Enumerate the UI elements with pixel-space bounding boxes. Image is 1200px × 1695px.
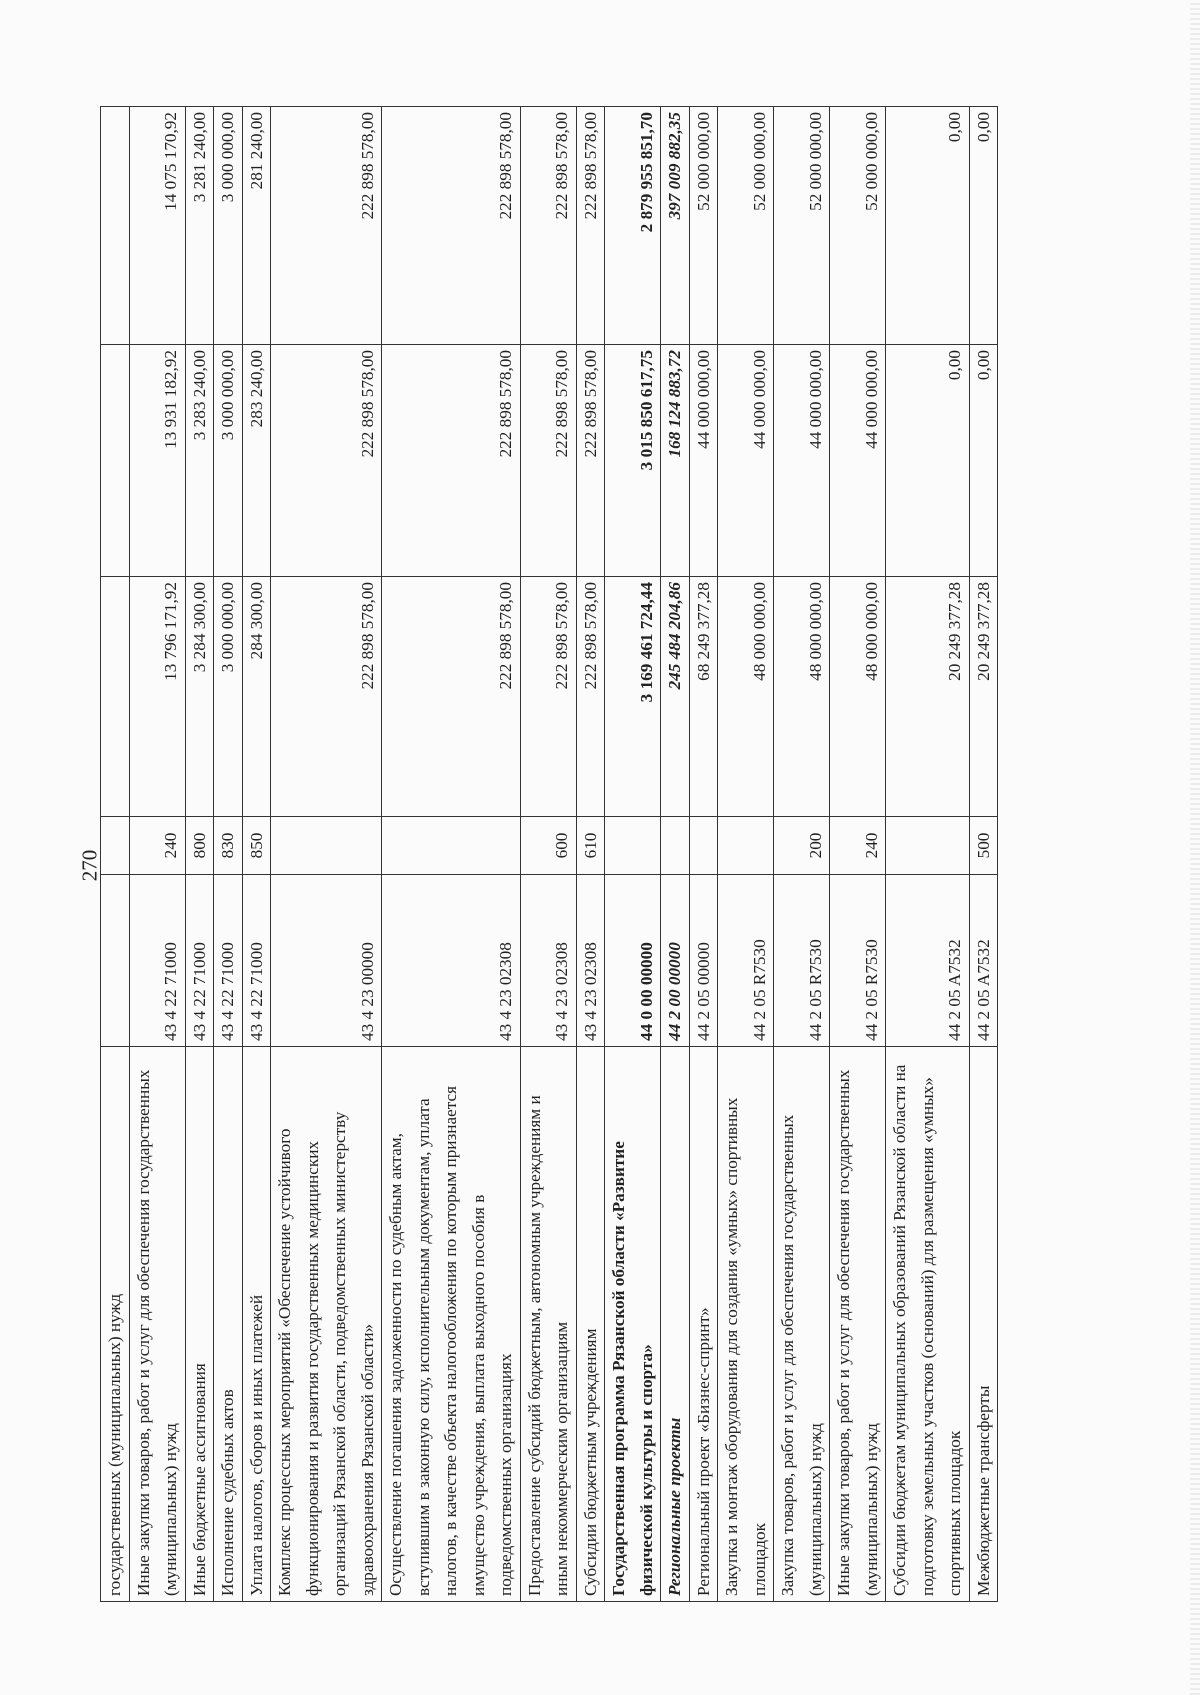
row-value-year2 xyxy=(101,345,130,577)
row-value-year3: 52 000 000,00 xyxy=(830,107,886,345)
row-name: Субсидии бюджетам муниципальных образований Рязанской области на подготовку земельных участков (оснований) для размещения «умных» спортивных площадок xyxy=(886,1047,970,1602)
row-code: 43 4 23 02308 xyxy=(382,875,521,1047)
row-expense-type: 240 xyxy=(129,817,185,875)
row-value-year2: 222 898 578,00 xyxy=(576,345,605,577)
table-row xyxy=(242,107,271,1602)
row-value-year2: 3 015 850 617,75 xyxy=(605,345,661,577)
row-name: Закупка и монтаж оборудования для создания «умных» спортивных площадок xyxy=(718,1047,774,1602)
row-name: Субсидии бюджетным учреждениям xyxy=(576,1047,605,1602)
row-code: 44 2 05 R7530 xyxy=(830,875,886,1047)
row-expense-type xyxy=(101,817,130,875)
table-row xyxy=(520,107,576,1602)
row-code: 44 2 00 00000 xyxy=(661,875,690,1047)
row-value-year1: 20 249 377,28 xyxy=(886,577,970,817)
table-row xyxy=(718,107,774,1602)
row-value-year2: 222 898 578,00 xyxy=(382,345,521,577)
table-row xyxy=(185,107,214,1602)
row-code: 44 2 05 A7532 xyxy=(886,875,970,1047)
table-row xyxy=(689,107,718,1602)
row-name: Иные закупки товаров, работ и услуг для обеспечения государственных (муниципальных) нужд xyxy=(129,1047,185,1602)
row-name: Предоставление субсидий бюджетным, автономным учреждениям и иным некоммерческим организациям xyxy=(520,1047,576,1602)
row-expense-type: 850 xyxy=(242,817,271,875)
row-value-year3: 52 000 000,00 xyxy=(718,107,774,345)
row-value-year2: 44 000 000,00 xyxy=(774,345,830,577)
row-name: Закупка товаров, работ и услуг для обеспечения государственных (муниципальных) нужд xyxy=(774,1047,830,1602)
row-code: 43 4 22 71000 xyxy=(185,875,214,1047)
row-value-year2: 13 931 182,92 xyxy=(129,345,185,577)
row-value-year2: 283 240,00 xyxy=(242,345,271,577)
row-value-year2: 0,00 xyxy=(969,345,998,577)
row-name: Иные закупки товаров, работ и услуг для обеспечения государственных (муниципальных) нужд xyxy=(830,1047,886,1602)
row-name: Региональные проекты xyxy=(661,1047,690,1602)
row-value-year2: 44 000 000,00 xyxy=(830,345,886,577)
row-value-year2: 44 000 000,00 xyxy=(718,345,774,577)
row-value-year2: 0,00 xyxy=(886,345,970,577)
row-value-year2: 44 000 000,00 xyxy=(689,345,718,577)
row-value-year1: 3 000 000,00 xyxy=(214,577,243,817)
row-value-year2: 222 898 578,00 xyxy=(271,345,382,577)
row-value-year1: 222 898 578,00 xyxy=(520,577,576,817)
row-code: 43 4 23 02308 xyxy=(576,875,605,1047)
row-code xyxy=(101,875,130,1047)
row-value-year2: 168 124 883,72 xyxy=(661,345,690,577)
row-expense-type: 600 xyxy=(520,817,576,875)
row-expense-type: 240 xyxy=(830,817,886,875)
row-value-year3: 2 879 955 851,70 xyxy=(605,107,661,345)
table-row xyxy=(129,107,185,1602)
table-row xyxy=(830,107,886,1602)
row-value-year1: 222 898 578,00 xyxy=(271,577,382,817)
table-row xyxy=(101,107,130,1602)
row-value-year3: 14 075 170,92 xyxy=(129,107,185,345)
row-value-year3: 397 009 882,35 xyxy=(661,107,690,345)
page-number: 270 xyxy=(77,849,102,882)
row-expense-type: 800 xyxy=(185,817,214,875)
row-value-year1: 48 000 000,00 xyxy=(774,577,830,817)
row-expense-type: 200 xyxy=(774,817,830,875)
row-expense-type xyxy=(382,817,521,875)
row-code: 43 4 22 71000 xyxy=(242,875,271,1047)
row-code: 43 4 22 71000 xyxy=(214,875,243,1047)
row-expense-type xyxy=(271,817,382,875)
row-value-year3: 3 000 000,00 xyxy=(214,107,243,345)
rotated-budget-table-wrapper xyxy=(100,107,998,1602)
row-value-year1: 13 796 171,92 xyxy=(129,577,185,817)
row-value-year3: 3 281 240,00 xyxy=(185,107,214,345)
row-code: 44 2 05 R7530 xyxy=(718,875,774,1047)
row-expense-type xyxy=(661,817,690,875)
row-code: 43 4 22 71000 xyxy=(129,875,185,1047)
row-name: Региональный проект «Бизнес-спринт» xyxy=(689,1047,718,1602)
budget-table xyxy=(100,106,998,1602)
table-row xyxy=(605,107,661,1602)
row-value-year1: 245 484 204,86 xyxy=(661,577,690,817)
row-expense-type: 610 xyxy=(576,817,605,875)
table-row xyxy=(661,107,690,1602)
row-name: Межбюджетные трансферты xyxy=(969,1047,998,1602)
row-value-year1: 222 898 578,00 xyxy=(382,577,521,817)
row-value-year3: 222 898 578,00 xyxy=(382,107,521,345)
table-row xyxy=(774,107,830,1602)
scan-edge-noise xyxy=(1190,0,1200,1695)
row-code: 43 4 23 00000 xyxy=(271,875,382,1047)
row-value-year3: 281 240,00 xyxy=(242,107,271,345)
row-value-year3: 52 000 000,00 xyxy=(689,107,718,345)
row-name: Уплата налогов, сборов и иных платежей xyxy=(242,1047,271,1602)
table-row xyxy=(886,107,970,1602)
row-value-year3: 0,00 xyxy=(969,107,998,345)
row-value-year3: 0,00 xyxy=(886,107,970,345)
table-row xyxy=(271,107,382,1602)
row-code: 43 4 23 02308 xyxy=(520,875,576,1047)
row-value-year1: 3 169 461 724,44 xyxy=(605,577,661,817)
row-value-year2: 3 283 240,00 xyxy=(185,345,214,577)
row-code: 44 2 05 A7532 xyxy=(969,875,998,1047)
row-code: 44 2 05 R7530 xyxy=(774,875,830,1047)
row-name: государственных (муниципальных) нужд xyxy=(101,1047,130,1602)
row-expense-type: 500 xyxy=(969,817,998,875)
row-value-year2: 3 000 000,00 xyxy=(214,345,243,577)
row-name: Исполнение судебных актов xyxy=(214,1047,243,1602)
row-expense-type xyxy=(718,817,774,875)
row-value-year2: 222 898 578,00 xyxy=(520,345,576,577)
table-row xyxy=(969,107,998,1602)
row-name: Государственная программа Рязанской области «Развитие физической культуры и спорта» xyxy=(605,1047,661,1602)
row-value-year1: 284 300,00 xyxy=(242,577,271,817)
row-value-year3: 222 898 578,00 xyxy=(520,107,576,345)
row-value-year1: 68 249 377,28 xyxy=(689,577,718,817)
table-row xyxy=(214,107,243,1602)
row-expense-type: 830 xyxy=(214,817,243,875)
row-name: Иные бюджетные ассигнования xyxy=(185,1047,214,1602)
row-value-year1: 48 000 000,00 xyxy=(718,577,774,817)
row-value-year3: 222 898 578,00 xyxy=(576,107,605,345)
row-expense-type xyxy=(886,817,970,875)
row-value-year1: 48 000 000,00 xyxy=(830,577,886,817)
row-name: Осуществление погашения задолженности по судебным актам, вступившим в законную силу, исполнительным документам, уплата налогов, в качестве объекта налогообложения по которым признается имущество учреждения, выплата выходного пособия в подведомственных организациях xyxy=(382,1047,521,1602)
row-value-year1: 222 898 578,00 xyxy=(576,577,605,817)
row-value-year3 xyxy=(101,107,130,345)
row-code: 44 2 05 00000 xyxy=(689,875,718,1047)
row-expense-type xyxy=(605,817,661,875)
row-name: Комплекс процессных мероприятий «Обеспечение устойчивого функционирования и развития государственных медицинских организаций Рязанской области, подведомственных министерству здравоохранения Рязанской области» xyxy=(271,1047,382,1602)
row-value-year1: 3 284 300,00 xyxy=(185,577,214,817)
table-row xyxy=(382,107,521,1602)
row-expense-type xyxy=(689,817,718,875)
row-value-year3: 52 000 000,00 xyxy=(774,107,830,345)
row-value-year1 xyxy=(101,577,130,817)
table-row xyxy=(576,107,605,1602)
row-code: 44 0 00 00000 xyxy=(605,875,661,1047)
row-value-year1: 20 249 377,28 xyxy=(969,577,998,817)
row-value-year3: 222 898 578,00 xyxy=(271,107,382,345)
